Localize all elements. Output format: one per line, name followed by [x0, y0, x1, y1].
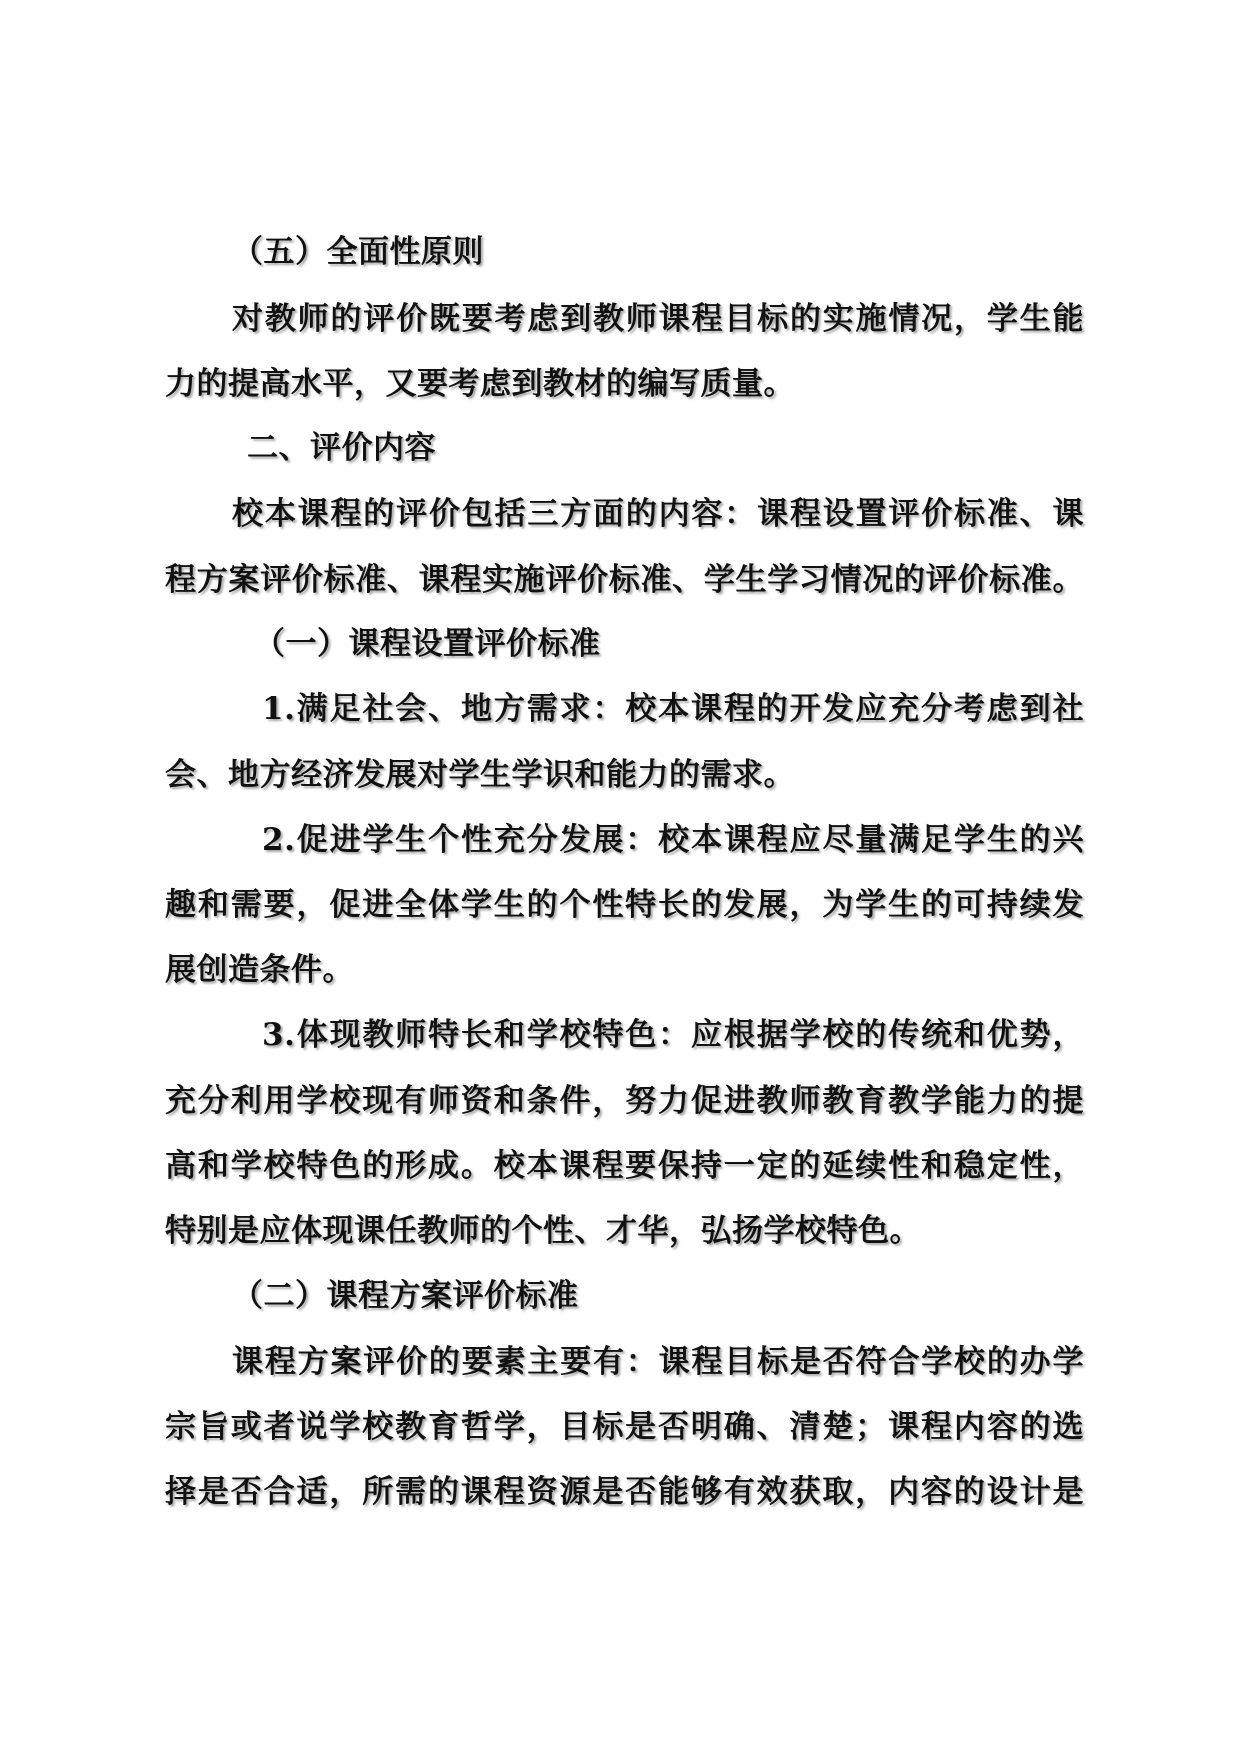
paragraph-line: 充分利用学校现有师资和条件，努力促进教师教育教学能力的提 [165, 1083, 1084, 1119]
paragraph-line: 择是否合适，所需的课程资源是否能够有效获取，内容的设计是 [165, 1474, 1084, 1510]
heading-comprehensive-principle: （五）全面性原则 [232, 234, 484, 270]
paragraph-line: 高和学校特色的形成。校本课程要保持一定的延续性和稳定性， [165, 1148, 1084, 1184]
heading-course-setting-standard: （一）课程设置评价标准 [254, 626, 601, 662]
paragraph-line: 对教师的评价既要考虑到教师课程目标的实施情况，学生能 [232, 301, 1084, 337]
paragraph-line: 展创造条件。 [165, 952, 354, 988]
paragraph-line: 1.满足社会、地方需求：校本课程的开发应充分考虑到社 [262, 691, 1084, 727]
paragraph-line: 程方案评价标准、课程实施评价标准、学生学习情况的评价标准。 [165, 562, 1084, 598]
paragraph-line: 3.体现教师特长和学校特色：应根据学校的传统和优势， [262, 1017, 1084, 1053]
paragraph-line: 会、地方经济发展对学生学识和能力的需求。 [165, 757, 795, 793]
heading-evaluation-content: 二、评价内容 [247, 430, 436, 466]
paragraph-line: 力的提高水平，又要考虑到教材的编写质量。 [165, 366, 795, 402]
paragraph-line: 特别是应体现课任教师的个性、才华，弘扬学校特色。 [165, 1213, 921, 1249]
paragraph-line: 校本课程的评价包括三方面的内容：课程设置评价标准、课 [232, 496, 1084, 532]
heading-course-plan-standard: （二）课程方案评价标准 [232, 1278, 579, 1314]
paragraph-line: 趣和需要，促进全体学生的个性特长的发展，为学生的可持续发 [165, 887, 1084, 923]
paragraph-line: 课程方案评价的要素主要有：课程目标是否符合学校的办学 [232, 1344, 1084, 1380]
paragraph-line: 宗旨或者说学校教育哲学，目标是否明确、清楚；课程内容的选 [165, 1409, 1084, 1445]
paragraph-line: 2.促进学生个性充分发展：校本课程应尽量满足学生的兴 [262, 822, 1084, 858]
